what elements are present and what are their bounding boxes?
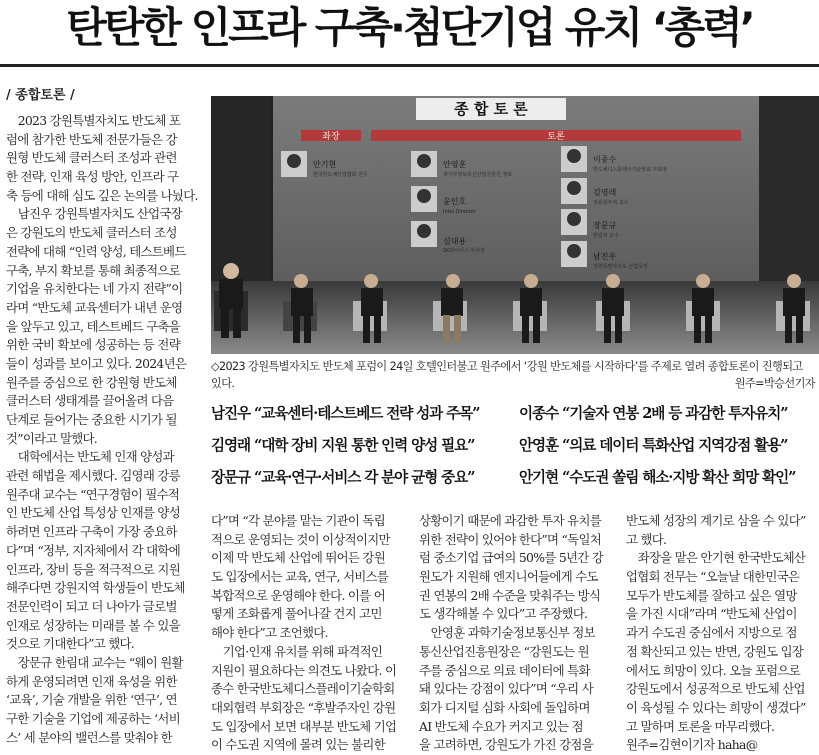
article-line: 구한 기술을 기업에 제공하는 ‘서비: [6, 711, 180, 726]
subhead: 김영래 “대학 장비 지원 통한 인력 양성 필요”: [211, 437, 475, 454]
subhead: 장문규 “교육·연구·서비스 각 분야 균형 중요”: [211, 469, 475, 486]
article-line: 권 연봉의 2배 수준을 맞춰주는 방식: [419, 587, 601, 603]
article-line: 회가 디지털 심화 사회에 돌입하며: [419, 699, 590, 715]
caption-credit: 원주=박승선기자: [734, 377, 815, 390]
stage-screen: [273, 96, 759, 281]
subheads: [211, 402, 819, 502]
article-line: 다”며 “정부, 지자체에서 각 대학에: [6, 542, 180, 558]
article-line: 대외협력 부회장은 “후발주자인 강원: [211, 699, 396, 715]
article-line: 업협회 전무는 “오늘날 대한민국은: [626, 569, 800, 585]
article-line: 점 확산되고 있는 반면, 강원도 입장: [626, 643, 804, 659]
article-line: 이 수도권 지역에 몰려 있는 불리한: [211, 737, 385, 753]
article-line: 통신산업진흥원장은 “강원도는 원: [419, 643, 589, 659]
article-line: 원주=김현이기자 haha@: [626, 737, 758, 753]
svg-text:한국반도체산업협회 전무: 한국반도체산업협회 전무: [313, 172, 368, 178]
article-line: 적으로 운영되는 것이 이상적이지만: [211, 531, 390, 547]
article-line: 장문규 한림대 교수는 “웨이 원활: [6, 654, 183, 670]
svg-text:심대용: 심대용: [443, 237, 467, 246]
article-line: 도 생각해볼 수 있다”고 주장했다.: [419, 606, 588, 622]
article-line: 전략에 대해 “인력 양성, 테스트베드: [6, 243, 186, 259]
svg-text:강원특별자치도 산업국장: 강원특별자치도 산업국장: [593, 264, 648, 270]
svg-text:과기부정보통신산업진흥원 정보: 과기부정보통신산업진흥원 정보: [443, 172, 513, 178]
article-line: 원주대 교수는 “연구경험이 필수적: [6, 486, 180, 502]
subhead: 안영훈 “의료 데이터 특화산업 지역강점 활용”: [519, 437, 788, 454]
article-line: 것으로 기대한다”고 했다.: [6, 636, 135, 652]
article-line: 위한 전략이 있어야 한다”며 “독일처: [419, 531, 601, 547]
article-line: 2023 강원특별자치도 반도체 포: [6, 113, 181, 128]
svg-text:장문규: 장문규: [593, 221, 617, 230]
article-column-left: [6, 112, 202, 755]
article-column-bottom-2: [419, 512, 615, 755]
caption-credit-line: [211, 375, 819, 392]
article-line: ‘교육’, 기술 개발을 위한 ‘연구’, 연: [6, 692, 177, 708]
article-line: 것”이라고 말했다.: [6, 430, 97, 446]
forum-photo: [211, 96, 819, 354]
article-line: 고 했다.: [626, 531, 667, 547]
article-line: 원주를 중심으로 한 강원형 반도체: [6, 374, 177, 390]
svg-text:안기현: 안기현: [313, 160, 337, 169]
svg-text:김영래: 김영래: [593, 188, 617, 197]
article-line: 클러스터 생태계를 끌어올려 다음: [6, 393, 174, 409]
svg-text:이종수: 이종수: [593, 155, 617, 164]
article-line: 을 고려하면, 강원도가 가진 강점을: [419, 737, 593, 753]
article-line: 안영훈 과학기술정보통신부 정보: [419, 625, 595, 641]
article-line: 모두가 반도체를 잘하고 싶은 열망: [626, 587, 797, 603]
article-line: 관련 해법을 제시했다. 김영래 강릉: [6, 468, 180, 484]
article-line: 도 입장에서 보면 대부분 반도체 기업: [211, 718, 397, 734]
article-line: 반도체 성장의 계기로 삼을 수 있다”: [626, 513, 806, 528]
headline: 탄탄한 인프라 구축·첨단기업 유치 ‘총력’: [66, 3, 753, 52]
article-line: 축 등에 대해 심도 깊은 논의를 나눴다.: [6, 187, 198, 203]
article-line: 남진우 강원특별자치도 산업국장: [6, 206, 182, 222]
screen-banner-text: 종 합 토 론: [454, 100, 528, 118]
caption-text: ◇2023 강원특별자치도 반도체 포럼이 24일 호텔인터불고 원주에서 ‘강원 반도체를 시작하다’를 주제로 열려 종합토론이 진행되고: [211, 360, 803, 373]
article-line: 단계로 들어가는 중요한 시기가 될: [6, 412, 177, 427]
article-line: 상황이기 때문에 과감한 투자 유치를: [419, 513, 601, 528]
article-line: 은 강원도의 반도체 클러스터 조성: [6, 225, 177, 241]
article-line: 도 입장에서는 교육, 연구, 서비스를: [211, 569, 389, 585]
article-line: 인재로 성장하는 미래를 볼 수 있을: [6, 617, 180, 633]
article-line: 하게 운영되려면 인재 육성을 위한: [6, 673, 177, 689]
article-line: 하려면 인프라 구축이 가장 중요하: [6, 524, 177, 540]
forum-photo-image: [211, 96, 819, 354]
article-line: 복합적으로 운영해야 한다. 이를 어: [211, 587, 385, 603]
article-column-bottom-3: [626, 512, 819, 755]
article-column-bottom-1: [211, 512, 407, 755]
svg-text:반도체디스플레이기술학회 부회장: 반도체디스플레이기술학회 부회장: [593, 167, 668, 173]
article-line: 지원이 필요하다는 의견도 나왔다. 이: [211, 662, 397, 678]
article-line: 떻게 조화롭게 풀어나갈 건지 고민: [211, 606, 382, 622]
article-line: 원형 반도체 클러스터 조성과 관련: [6, 150, 177, 166]
article-line: 대학에서는 반도체 인재 양성과: [6, 449, 174, 465]
article-line: 을 앞두고 있고, 테스트베드 구축을: [6, 318, 180, 334]
article-line: 해야 한다”고 조언했다.: [211, 625, 328, 641]
article-line: 좌장을 맡은 안기현 한국반도체산: [626, 550, 806, 566]
panel-label: 토론: [547, 132, 565, 142]
svg-text:강릉원주대 교수: 강릉원주대 교수: [593, 200, 629, 206]
article-line: 이제 막 반도체 산업에 뛰어든 강원: [211, 550, 385, 566]
caption-text-end: 있다.: [211, 377, 235, 390]
photo-caption: [211, 358, 819, 396]
svg-text:Intel Director: Intel Director: [443, 209, 476, 215]
svg-text:윤인호: 윤인호: [443, 197, 467, 206]
article-line: 인 반도체 산업 특성상 인재를 양성: [6, 505, 180, 521]
article-line: 돼 있다는 강점이 있다”며 “우리 사: [419, 681, 593, 697]
article-line: 전문인력이 되고 더 나아가 글로벌: [6, 598, 177, 614]
article-line: 원도가 지원해 엔지니어들에게 수도: [419, 569, 598, 585]
article-line: 스’ 세 분야의 밸런스를 맞춰야 한: [6, 729, 172, 745]
section-label: / 종합토론 /: [6, 88, 75, 103]
article-line: 과거 수도권 중심에서 지방으로 점: [626, 625, 797, 641]
svg-text:안영훈: 안영훈: [443, 160, 467, 169]
subhead: 안기현 “수도권 쏠림 해소·지방 확산 희망 확인”: [519, 469, 796, 486]
article-line: 을 가진 시대”라며 “반도체 산업이: [626, 606, 797, 622]
article-line: 고 말하며 토론을 마무리했다.: [626, 718, 775, 734]
article-line: AI 반도체 수요가 커지고 있는 점: [419, 718, 583, 734]
article-line: 럼에 참가한 반도체 전문가들은 강: [6, 131, 177, 147]
subhead: 이종수 “기술자 연봉 2배 등 과감한 투자유치”: [519, 405, 788, 422]
article-line: 강원도에서 성공적으로 반도체 산업: [626, 681, 805, 697]
article-line: 들이 성과를 보이고 있다. 2024년은: [6, 355, 187, 371]
headline-rule: [0, 64, 819, 67]
svg-text:SK하이닉스 부사장: SK하이닉스 부사장: [443, 248, 485, 254]
article-line: 기업·인재 유치를 위해 파격적인: [211, 643, 383, 659]
article-line: 주를 중심으로 의료 데이터에 특화: [419, 662, 590, 678]
article-line: 에서도 희망이 있다. 오늘 포럼으로: [626, 662, 800, 678]
article-line: 한 전략, 인재 육성 방안, 인프라 구: [6, 169, 179, 185]
article-line: 이 육성될 수 있다는 희망이 생겼다”: [626, 699, 806, 715]
article-line: 기업을 유치한다는 네 가지 전략”이: [6, 281, 183, 297]
article-line: 구축, 부지 확보를 통해 최종적으로: [6, 262, 180, 278]
article-line: 럼 중소기업 급여의 50%를 5년간 강: [419, 550, 604, 566]
article-line: 종수 한국반도체디스플레이기술학회: [211, 681, 395, 697]
article-line: 다”며 “각 분야를 맡는 기관이 독립: [211, 513, 385, 528]
article-line: 위한 국비 확보에 성공하는 등 전략: [6, 337, 180, 353]
article-line: 인프라, 장비 등을 적극적으로 지원: [6, 561, 180, 577]
svg-text:남진우: 남진우: [593, 252, 617, 261]
article-line: 라며 “반도체 교육센터가 내년 운영: [6, 299, 183, 315]
svg-text:한림대 교수: 한림대 교수: [593, 233, 619, 239]
article-line: 해주다면 강원지역 학생들이 반도체: [6, 580, 185, 596]
chair-label: 좌장: [322, 132, 340, 142]
subhead: 남진우 “교육센터·테스트베드 전략 성과 주목”: [211, 405, 480, 422]
